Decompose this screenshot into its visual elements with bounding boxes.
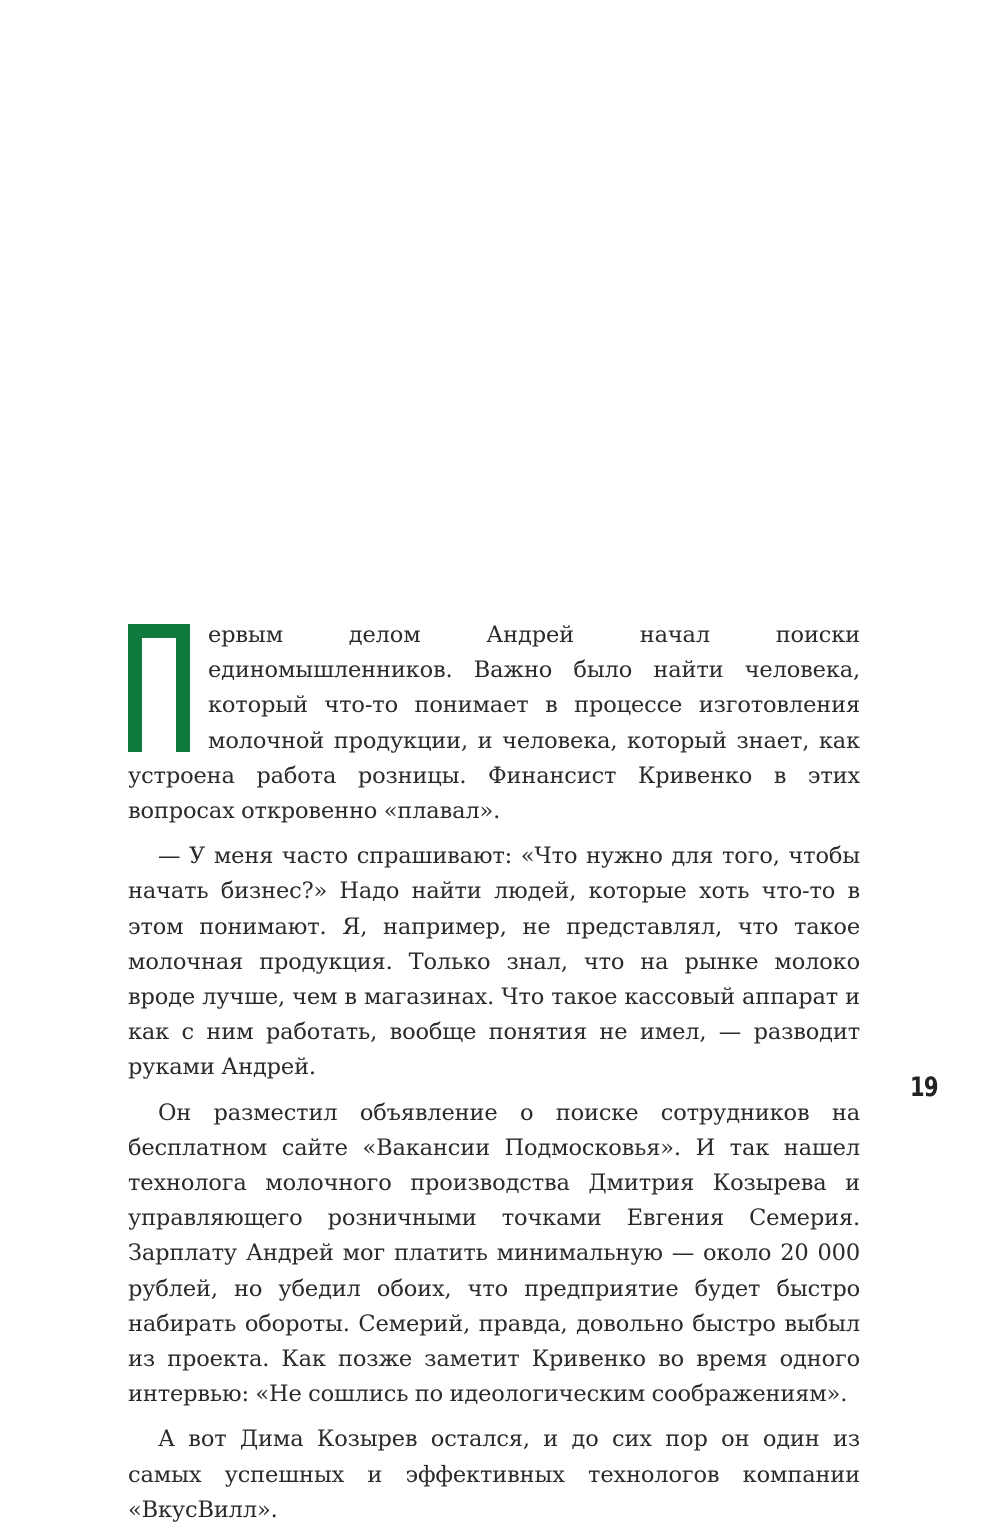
body-text <box>128 618 860 1538</box>
drop-cap-stroke-right <box>176 624 190 752</box>
paragraph-4: А вот Дима Козырев остался, и до сих пор он один из самых успешных и эффективных технологов компании «ВкусВилл». <box>128 1426 860 1523</box>
drop-cap <box>128 624 190 752</box>
paragraph-1-text: ервым делом Андрей начал поиски единомышленников. Важно было найти человека, который что-то понимает в процессе изготовления молочной продукции, и человека, который знает, как устроена работа розницы. Финансист Кривенко в этих вопросах откровенно «плавал». <box>128 622 860 825</box>
drop-cap-stroke-left <box>128 624 142 752</box>
paragraph-2: — У меня часто спрашивают: «Что нужно для того, чтобы начать бизнес?» Надо найти людей, которые хоть что-то в этом понимают. Я, например, не представлял, что такое молочная продукция. Только знал, что на рынке молоко вроде лучше, чем в магазинах. Что такое кассовый аппарат и как с ним работать, вообще понятия не имел, — разводит руками Андрей. <box>128 843 860 1081</box>
page-number: 19 <box>910 1072 938 1103</box>
paragraph-1 <box>128 618 860 829</box>
paragraph-3: Он разместил объявление о поиске сотрудников на бесплатном сайте «Вакансии Подмосковья». И так нашел технолога молочного производства Дмитрия Козырева и управляющего розничными точками Евгения Семерия. Зарплату Андрей мог платить минимальную — около 20 000 рублей, но убедил обоих, что предприятие будет быстро набирать обороты. Семерий, правда, довольно быстро выбыл из проекта. Как позже заметит Кривенко во время одного интервью: «Не сошлись по идеологическим соображениям». <box>128 1099 860 1408</box>
